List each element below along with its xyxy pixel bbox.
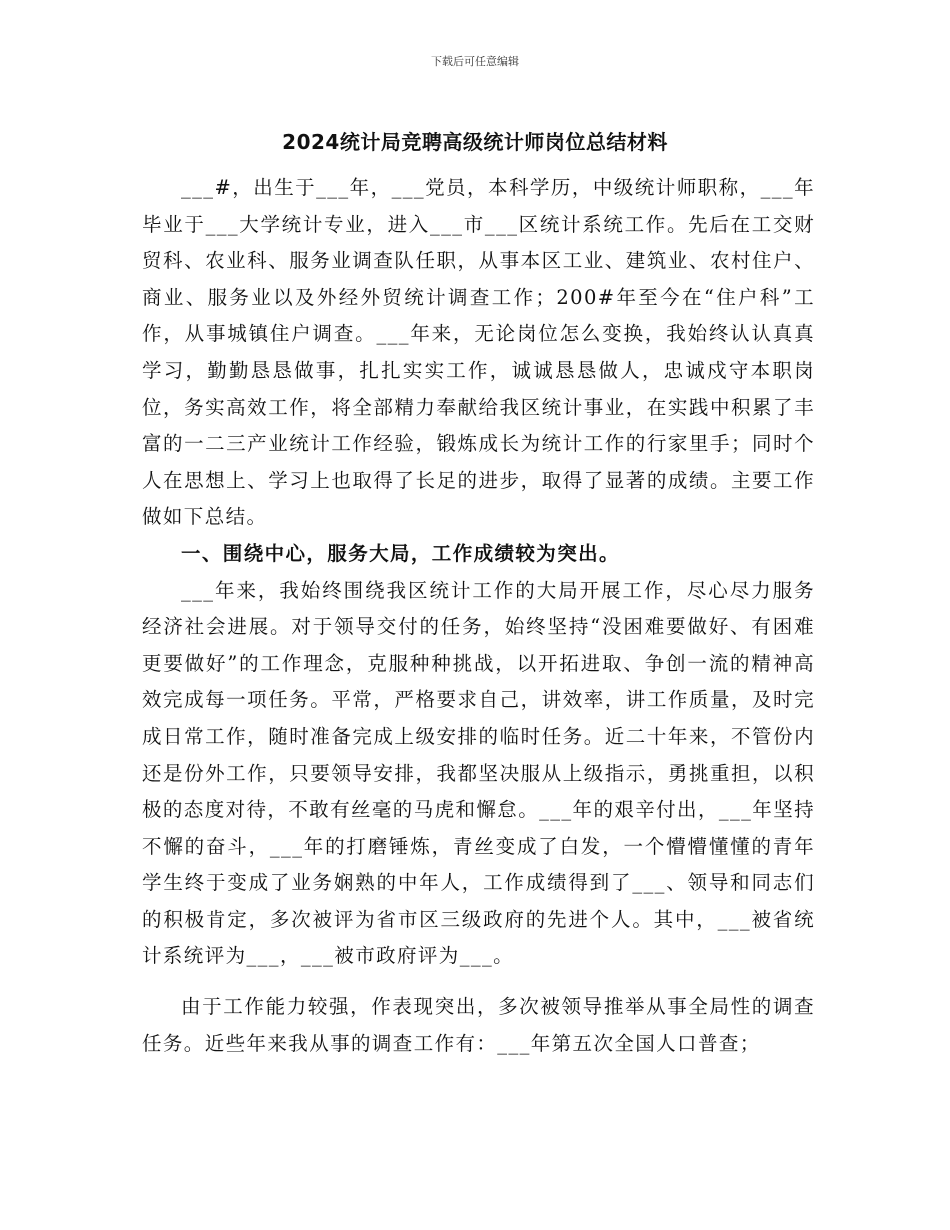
paragraph-gap [142,975,815,989]
paragraph-intro: ___#，出生于___年，___党员，本科学历，中级统计师职称，___年毕业于___大学统计专业，进入___市___区统计系统工作。先后在工交财贸科、农业科、服务业调查队任职，从事本区工业、建筑业、农村住户、商业、服务业以及外经外贸统计调查工作；200#年至今在“住户科”工作，从事城镇住户调查。___年来，无论岗位怎么变换，我始终认认真真学习，勤勤恳恳做事，扎扎实实工作，诚诚恳恳做人，忠诚戍守本职岗位，务实高效工作，将全部精力奉献给我区统计事业，在实践中积累了丰富的一二三产业统计工作经验，锻炼成长为统计工作的行家里手；同时个人在思想上、学习上也取得了长足的进步，取得了显著的成绩。主要工作做如下总结。 [142,176,815,529]
paragraph-section-1: ___年来，我始终围绕我区统计工作的大局开展工作，尽心尽力服务经济社会进展。对于领导交付的任务，始终坚持“没困难要做好、有困难更要做好”的工作理念，克服种种挑战，以开拓进取、争创一流的精神高效完成每一项任务。平常，严格要求自己，讲效率，讲工作质量，及时完成日常工作，随时准备完成上级安排的临时任务。近二十年来，不管份内还是份外工作，只要领导安排，我都坚决服从上级指示，勇挑重担，以积极的态度对待，不敢有丝毫的马虎和懈怠。___年的艰辛付出，___年坚持不懈的奋斗，___年的打磨锤炼，青丝变成了白发，一个懵懵懂懂的青年学生终于变成了业务娴熟的中年人，工作成绩得到了___、领导和同志们的积极肯定，多次被评为省市区三级政府的先进个人。其中，___被省统计系统评为___，___被市政府评为___。 [142,578,816,968]
paragraph-survey-tasks: 由于工作能力较强，作表现突出，多次被领导推举从事全局性的调查任务。近些年来我从事的调查工作有：___年第五次全国人口普查； [142,995,815,1055]
header-note: 下载后可任意编辑 [431,55,519,68]
document-body [142,170,815,1062]
section-heading-1: 一、围绕中心，服务大局，工作成绩较为突出。 [181,541,620,565]
document-title: 2024统计局竞聘高级统计师岗位总结材料 [282,130,668,154]
